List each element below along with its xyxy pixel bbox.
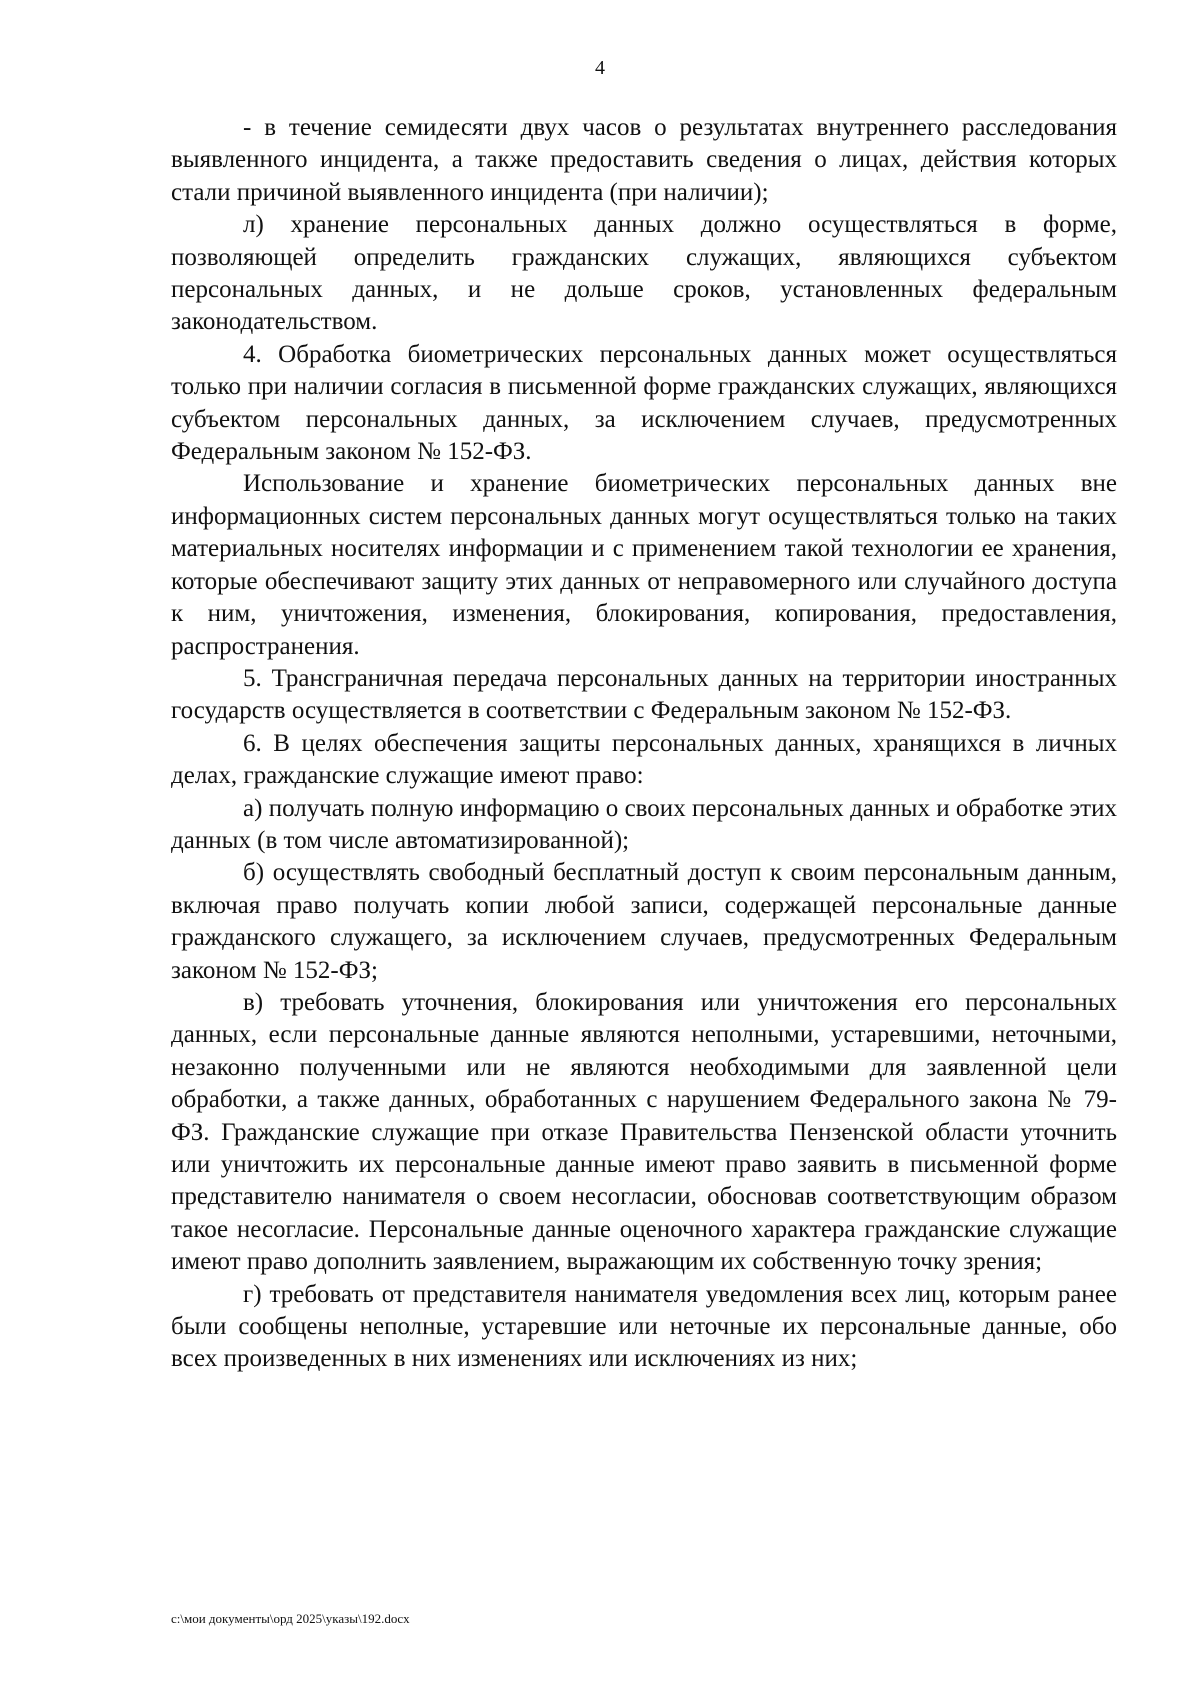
paragraph: л) хранение персональных данных должно осуществляться в форме, позволяющей определить гражданских служащих, являющихся субъектом персональных данных, и не дольше сроков, установленных федеральным законодательством. xyxy=(171,211,1117,336)
document-body xyxy=(171,112,1117,1376)
paragraph: 5. Трансграничная передача персональных данных на территории иностранных государств осуществляется в соответствии с Федеральным законом № 152-ФЗ. xyxy=(171,664,1117,725)
page-number: 4 xyxy=(595,57,605,79)
footer-file-path: c:\мои документы\орд 2025\указы\192.docx xyxy=(171,1611,410,1626)
paragraph: 4. Обработка биометрических персональных данных может осуществляться только при наличии согласия в письменной форме гражданских служащих, являющихся субъектом персональных данных, за исключением случаев, предусмотренных Федеральным законом № 152-ФЗ. xyxy=(171,340,1117,466)
paragraph: 6. В целях обеспечения защиты персональных данных, хранящихся в личных делах, гражданские служащие имеют право: xyxy=(171,729,1117,790)
paragraph: а) получать полную информацию о своих персональных данных и обработке этих данных (в том числе автоматизированной); xyxy=(171,794,1117,854)
paragraph: - в течение семидесяти двух часов о результатах внутреннего расследования выявленного инцидента, а также предоставить сведения о лицах, действия которых стали причиной выявленного инцидента (при наличии); xyxy=(171,114,1117,206)
paragraph: в) требовать уточнения, блокирования или уничтожения его персональных данных, если персональные данные являются неполными, устаревшими, неточными, незаконно полученными или не являются необходимыми для заявленной цели обработки, а также данных, обработанных с нарушением Федерального закона № 79-ФЗ. Гражданские служащие при отказе Правительства Пензенской области уточнить или уничтожить их персональные данные имеют право заявить в письменной форме представителю нанимателя о своем несогласии, обосновав соответствующим образом такое несогласие. Персональные данные оценочного характера гражданские служащие имеют право дополнить заявлением, выражающим их собственную точку зрения; xyxy=(171,988,1117,1276)
paragraph: Использование и хранение биометрических персональных данных вне информационных систем персональных данных могут осуществляться только на таких материальных носителях информации и с применением такой технологии ее хранения, которые обеспечивают защиту этих данных от неправомерного или случайного доступа к ним, уничтожения, изменения, блокирования, копирования, предоставления, распространения. xyxy=(171,470,1117,660)
paragraph: б) осуществлять свободный бесплатный доступ к своим персональным данным, включая право получать копии любой записи, содержащей персональные данные гражданского служащего, за исключением случаев, предусмотренных Федеральным законом № 152-ФЗ; xyxy=(171,859,1117,984)
paragraph: г) требовать от представителя нанимателя уведомления всех лиц, которым ранее были сообщены неполные, устаревшие или неточные их персональные данные, обо всех произведенных в них изменениях или исключениях из них; xyxy=(171,1280,1117,1373)
